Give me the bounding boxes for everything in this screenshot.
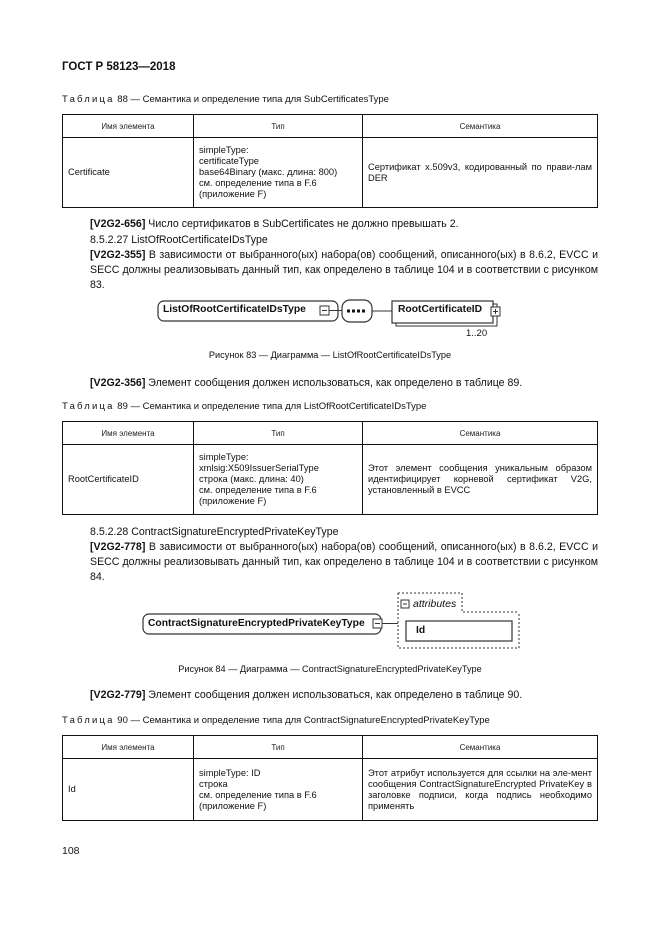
- table-caption-text: 89 — Семантика и определение типа для ListOfRootCertificateIDsType: [117, 401, 427, 412]
- column-header: Тип: [194, 115, 363, 138]
- semantics-cell: Этот элемент сообщения уникальным образом идентифицирует корневой сертификат V2G, установленный в EVCC: [363, 445, 598, 515]
- table-90: [62, 735, 598, 821]
- column-header: Семантика: [363, 736, 598, 759]
- attributes-label: attributes: [413, 598, 457, 610]
- element-name-cell: RootCertificateID: [63, 445, 194, 515]
- requirement-tag: [V2G2-356]: [90, 377, 146, 389]
- requirement-tag: [V2G2-656]: [90, 218, 146, 230]
- table-89: [62, 421, 598, 515]
- table-label: Таблица: [62, 94, 115, 105]
- table-caption-text: 90 — Семантика и определение типа для ContractSignatureEncryptedPrivateKeyType: [117, 715, 490, 726]
- type-line: см. определение типа в F.6: [199, 178, 317, 188]
- semantics-cell: Этот атрибут используется для ссылки на эле-мент сообщения ContractSignatureEncrypted PrivateKey в заголовке подписи, когда подпись необходимо применять: [363, 759, 598, 821]
- table-label: Таблица: [62, 715, 115, 726]
- requirement-355: [90, 248, 598, 293]
- document-header: ГОСТ Р 58123—2018: [62, 61, 176, 73]
- requirement-text: Число сертификатов в SubCertificates не должно превышать 2.: [145, 218, 459, 230]
- type-line: simpleType:: [199, 145, 249, 155]
- type-cell: [194, 138, 363, 208]
- table-89-caption: [62, 401, 426, 412]
- requirement-356: [90, 376, 600, 391]
- figure-83-diagram: [0, 292, 661, 352]
- column-header: Имя элемента: [63, 115, 194, 138]
- diagram-type-name: ListOfRootCertificateIDsType: [163, 304, 306, 315]
- type-line: (приложение F): [199, 800, 267, 811]
- column-header: Имя элемента: [63, 736, 194, 759]
- figure-84-caption: Рисунок 84 — Диаграмма — ContractSignatureEncryptedPrivateKeyType: [178, 664, 482, 674]
- type-line: (приложение F): [199, 189, 267, 199]
- semantics-cell: Сертификат x.509v3, кодированный по прави-лам DER: [363, 138, 598, 208]
- requirement-text: Элемент сообщения должен использоваться, как определено в таблице 90.: [145, 689, 523, 701]
- page-number: 108: [62, 845, 80, 857]
- column-header: Семантика: [363, 422, 598, 445]
- requirement-778: [90, 540, 598, 585]
- element-name-cell: Id: [63, 759, 194, 821]
- type-line: certificateType: [199, 156, 259, 166]
- requirement-656: [90, 217, 600, 232]
- type-line: строка: [199, 778, 228, 789]
- table-90-caption: [62, 715, 490, 726]
- type-cell: [194, 445, 363, 515]
- diagram-element-name: RootCertificateID: [398, 304, 483, 315]
- type-line: simpleType:: [199, 452, 249, 462]
- requirement-tag: [V2G2-778]: [90, 541, 146, 553]
- multiplicity-label: 1..20: [466, 328, 488, 339]
- type-line: (приложение F): [199, 496, 267, 506]
- diagram-type-name: ContractSignatureEncryptedPrivateKeyType: [148, 618, 365, 629]
- section-heading-8-5-2-28: 8.5.2.28 ContractSignatureEncryptedPrivateKeyType: [90, 526, 339, 538]
- requirement-text: В зависимости от выбранного(ых) набора(ов) сообщений, описанного(ых) в 8.6.2, EVCC и SECC должны реализовывать данный тип, как определено в таблице 104 и в соответствии с рисунком 84.: [90, 541, 598, 583]
- table-88-caption: [62, 94, 389, 105]
- requirement-text: В зависимости от выбранного(ых) набора(ов) сообщений, описанного(ых) в 8.6.2, EVCC и SECC должны реализовывать данный тип, как определено в таблице 104 и в соответствии с рисунком 83.: [90, 249, 598, 291]
- section-heading-8-5-2-27: 8.5.2.27 ListOfRootCertificateIDsType: [90, 234, 268, 246]
- type-cell: [194, 759, 363, 821]
- attribute-name: Id: [416, 625, 426, 636]
- requirement-tag: [V2G2-355]: [90, 249, 146, 261]
- type-line: строка (макс. длина: 40): [199, 474, 304, 484]
- table-label: Таблица: [62, 401, 115, 412]
- figure-83-caption: Рисунок 83 — Диаграмма — ListOfRootCertificateIDsType: [208, 350, 452, 360]
- column-header: Семантика: [363, 115, 598, 138]
- requirement-text: Элемент сообщения должен использоваться, как определено в таблице 89.: [145, 377, 523, 389]
- type-line: см. определение типа в F.6: [199, 485, 317, 495]
- type-line: см. определение типа в F.6: [199, 789, 317, 800]
- requirement-779: [90, 688, 600, 703]
- element-name-cell: Certificate: [63, 138, 194, 208]
- table-caption-text: 88 — Семантика и определение типа для SubCertificatesType: [117, 94, 389, 105]
- column-header: Тип: [194, 422, 363, 445]
- column-header: Имя элемента: [63, 422, 194, 445]
- requirement-tag: [V2G2-779]: [90, 689, 146, 701]
- type-line: simpleType: ID: [199, 767, 261, 778]
- column-header: Тип: [194, 736, 363, 759]
- table-88: [62, 114, 598, 208]
- type-line: base64Binary (макс. длина: 800): [199, 167, 338, 177]
- type-line: xmlsig:X509IssuerSerialType: [199, 463, 319, 473]
